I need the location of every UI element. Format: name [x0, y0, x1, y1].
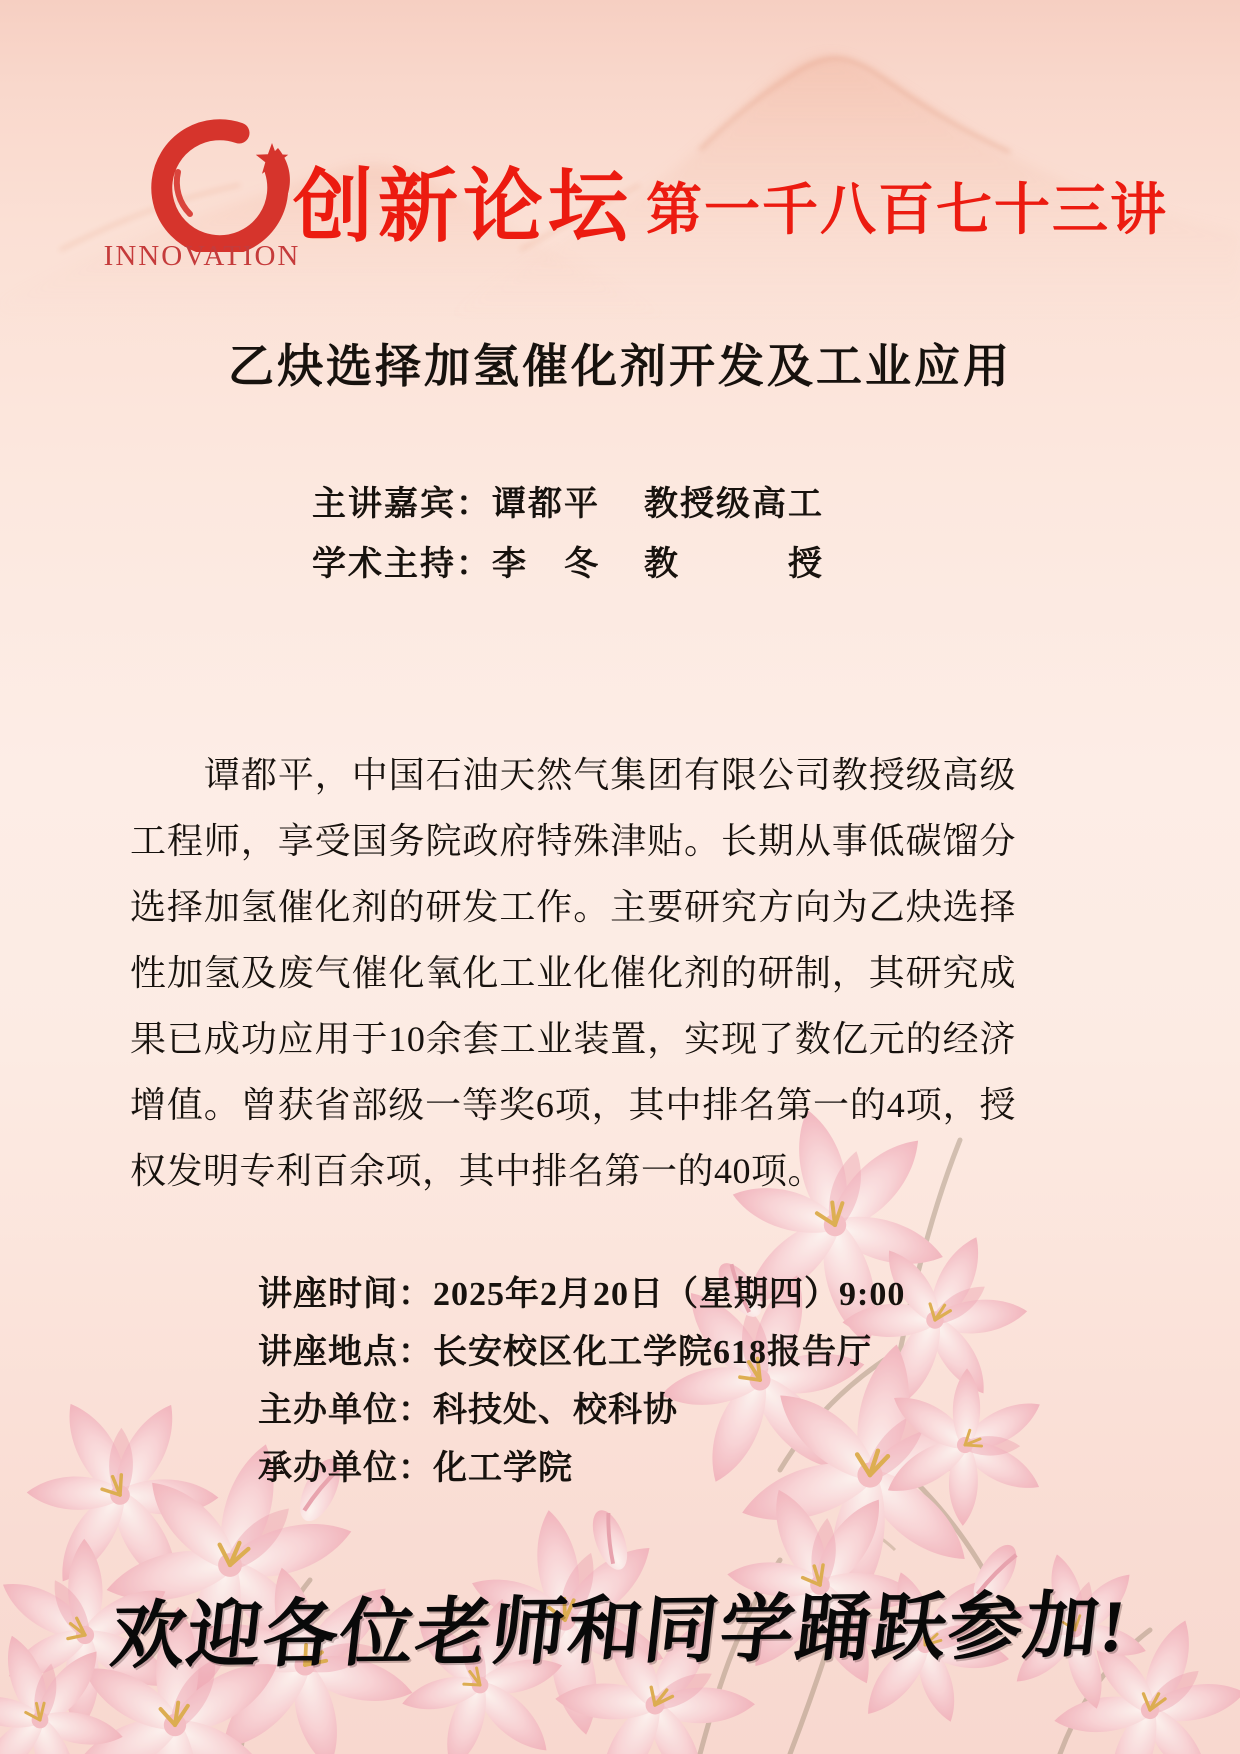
organizer-value: 科技处、校科协 [433, 1392, 678, 1429]
lecture-location-value: 长安校区化工学院618报告厅 [433, 1334, 872, 1371]
academic-host-label: 学术主持： [312, 546, 492, 583]
guest-speaker-row [312, 476, 824, 536]
innovation-logo-icon [138, 102, 318, 252]
speaker-bio-paragraph: 谭都平，中国石油天然气集团有限公司教授级高级工程师，享受国务院政府特殊津贴。长期从事低碳馏分选择加氢催化剂的研发工作。主要研究方向为乙炔选择性加氢及废气催化氧化工业化催化剂的研制，其研究成果已成功应用于10余套工业装置，实现了数亿元的经济增值。曾获省部级一等奖6项，其中排名第一的4项，授权发明专利百余项，其中排名第一的40项。 [130, 755, 1016, 1191]
co-organizer-row [258, 1440, 905, 1498]
co-organizer-label: 承办单位： [258, 1450, 433, 1487]
welcome-message: 欢迎各位老师和同学踊跃参加! [106, 1585, 1132, 1679]
lecture-time-label: 讲座时间： [258, 1276, 433, 1313]
brand-name: INNOVATION [103, 240, 301, 272]
lecture-number: 第一千八百七十三讲 [646, 180, 1168, 242]
lecture-location-label: 讲座地点： [258, 1334, 433, 1371]
lecture-details [258, 1266, 905, 1498]
guest-speaker-label: 主讲嘉宾： [312, 486, 492, 523]
lecture-time-row [258, 1266, 905, 1324]
lecture-title: 乙炔选择加氢催化剂开发及工业应用 [228, 341, 1012, 392]
academic-host-title: 教 授 [644, 546, 824, 583]
lecture-time-value: 2025年2月20日（星期四）9:00 [433, 1276, 906, 1313]
academic-host-name: 李 冬 [492, 546, 600, 583]
guest-speaker-name: 谭都平 [492, 486, 600, 523]
co-organizer-value: 化工学院 [433, 1450, 573, 1487]
organizer-row [258, 1382, 905, 1440]
academic-host-row [312, 536, 824, 596]
lecture-location-row [258, 1324, 905, 1382]
organizer-label: 主办单位： [258, 1392, 433, 1429]
guest-speaker-title: 教授级高工 [644, 486, 824, 523]
forum-name: 创新论坛 [293, 162, 633, 251]
